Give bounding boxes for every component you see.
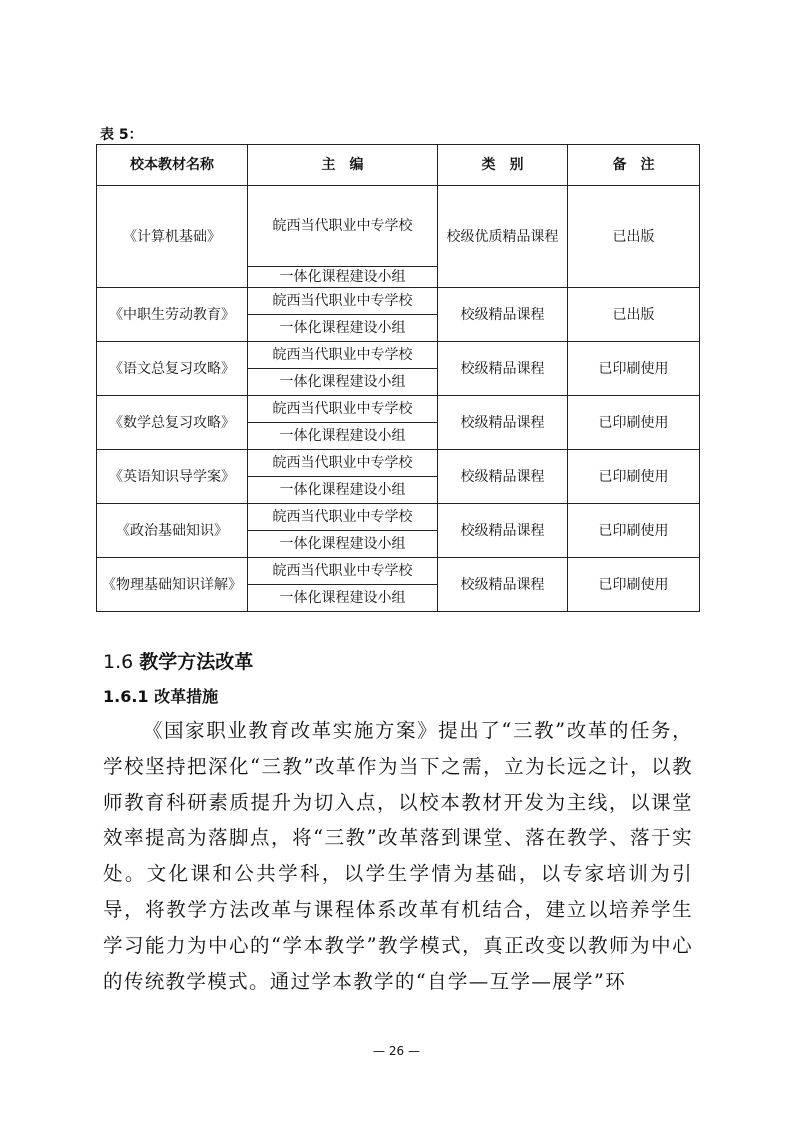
textbook-name: 《物理基础知识详解》 <box>97 558 248 612</box>
editor-school: 皖西当代职业中专学校 <box>248 558 438 585</box>
note: 已出版 <box>568 186 700 288</box>
table-row <box>97 342 700 369</box>
textbook-name: 《政治基础知识》 <box>97 504 248 558</box>
category: 校级精品课程 <box>438 396 568 450</box>
editor-group: 一体化课程建设小组 <box>248 267 438 288</box>
editor-school: 皖西当代职业中专学校 <box>248 396 438 423</box>
category: 校级精品课程 <box>438 288 568 342</box>
table-row <box>97 186 700 267</box>
header-name: 校本教材名称 <box>97 145 248 186</box>
note: 已印刷使用 <box>568 342 700 396</box>
editor-group: 一体化课程建设小组 <box>248 423 438 450</box>
table-row <box>97 288 700 315</box>
editor-group: 一体化课程建设小组 <box>248 315 438 342</box>
table-caption: 表 5： <box>100 127 143 143</box>
section-number: 1.6 <box>103 651 134 673</box>
editor-school: 皖西当代职业中专学校 <box>248 186 438 267</box>
editor-school: 皖西当代职业中专学校 <box>248 342 438 369</box>
editor-group: 一体化课程建设小组 <box>248 477 438 504</box>
textbook-name: 《英语知识导学案》 <box>97 450 248 504</box>
note: 已印刷使用 <box>568 558 700 612</box>
textbook-table <box>96 144 700 612</box>
subsection-title: 改革措施 <box>154 687 219 706</box>
table-row <box>97 396 700 423</box>
header-note: 备 注 <box>568 145 700 186</box>
textbook-name: 《语文总复习攻略》 <box>97 342 248 396</box>
subsection-heading <box>103 684 218 707</box>
editor-school: 皖西当代职业中专学校 <box>248 450 438 477</box>
category: 校级精品课程 <box>438 504 568 558</box>
editor-school: 皖西当代职业中专学校 <box>248 504 438 531</box>
category: 校级精品课程 <box>438 342 568 396</box>
table-row <box>97 558 700 585</box>
editor-group: 一体化课程建设小组 <box>248 369 438 396</box>
note: 已印刷使用 <box>568 504 700 558</box>
editor-group: 一体化课程建设小组 <box>248 585 438 612</box>
textbook-name: 《计算机基础》 <box>97 186 248 288</box>
table-row <box>97 450 700 477</box>
editor-group: 一体化课程建设小组 <box>248 531 438 558</box>
editor-school: 皖西当代职业中专学校 <box>248 288 438 315</box>
note: 已出版 <box>568 288 700 342</box>
body-paragraph: 《国家职业教育改革实施方案》提出了“三教”改革的任务，学校坚持把深化“三教”改革作为当下之需，立为长远之计，以教师教育科研素质提升为切入点，以校本教材开发为主线，以课堂效率提高为落脚点，将“三教”改革落到课堂、落在教学、落于实处。文化课和公共学科，以学生学情为基础，以专家培训为引导，将教学方法改革与课程体系改革有机结合，建立以培养学生学习能力为中心的“学本教学”教学模式，真正改变以教师为中心的传统教学模式。通过学本教学的“自学—互学—展学”环 <box>103 719 693 993</box>
section-heading <box>103 647 253 674</box>
textbook-name: 《数学总复习攻略》 <box>97 396 248 450</box>
table-row <box>97 504 700 531</box>
note: 已印刷使用 <box>568 450 700 504</box>
textbook-name: 《中职生劳动教育》 <box>97 288 248 342</box>
page-number: — 26 — <box>373 1044 420 1058</box>
table-header-row <box>97 145 700 186</box>
category: 校级精品课程 <box>438 558 568 612</box>
header-editor: 主 编 <box>248 145 438 186</box>
section-title: 教学方法改革 <box>139 651 254 673</box>
header-category: 类 别 <box>438 145 568 186</box>
subsection-number: 1.6.1 <box>103 687 149 706</box>
note: 已印刷使用 <box>568 396 700 450</box>
category: 校级优质精品课程 <box>438 186 568 288</box>
category: 校级精品课程 <box>438 450 568 504</box>
